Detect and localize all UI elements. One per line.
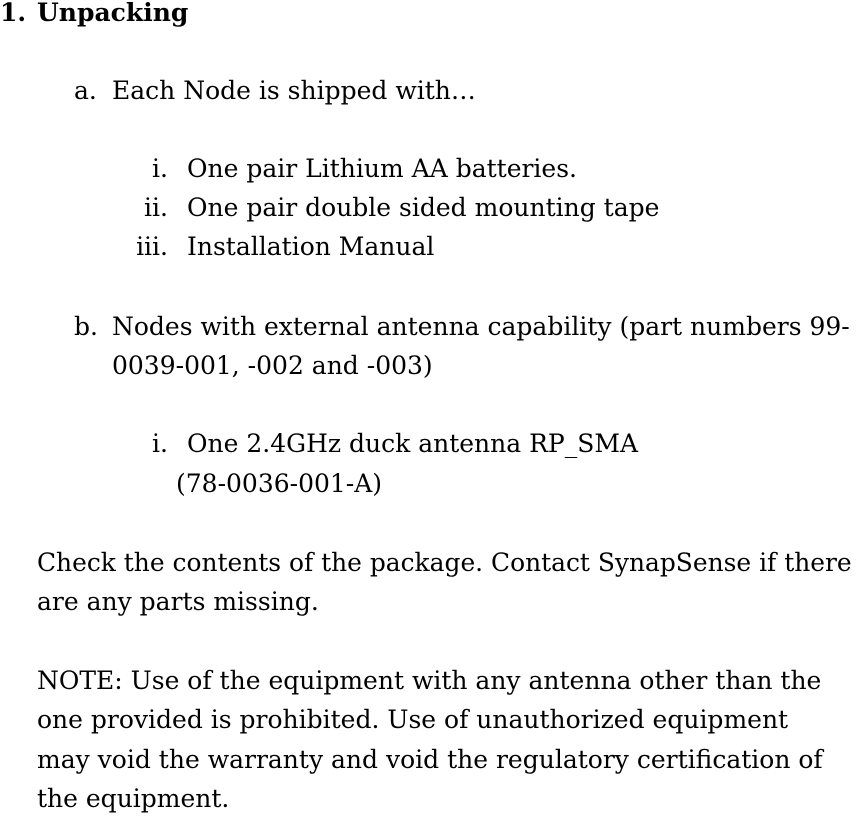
item-b-text-line2: 0039-001, -002 and -003) xyxy=(112,351,433,380)
item-a-sub-ii-marker: ii. xyxy=(144,193,168,222)
section-title: Unpacking xyxy=(37,0,189,27)
item-a-text: Each Node is shipped with… xyxy=(112,76,476,105)
note-paragraph-line1: NOTE: Use of the equipment with any antenna other than the xyxy=(37,666,822,695)
item-a-sub-ii-text: One pair double sided mounting tape xyxy=(187,193,660,222)
item-a-sub-iii-text: Installation Manual xyxy=(187,232,435,261)
item-b-sub-i-part-number: (78-0036-001-A) xyxy=(176,469,383,498)
item-a-sub-iii-marker: iii. xyxy=(136,232,168,261)
note-paragraph-line4: the equipment. xyxy=(37,784,230,813)
check-paragraph-line2: are any parts missing. xyxy=(37,587,319,616)
item-b-text-line1: Nodes with external antenna capability (part numbers 99- xyxy=(112,312,850,341)
section-number: 1. xyxy=(0,0,27,27)
item-b-marker: b. xyxy=(74,312,98,341)
note-paragraph-line3: may void the warranty and void the regulatory certification of xyxy=(37,745,823,774)
note-paragraph-line2: one provided is prohibited. Use of unauthorized equipment xyxy=(37,705,789,734)
item-a-marker: a. xyxy=(74,76,97,105)
item-a-sub-i-marker: i. xyxy=(152,154,168,183)
item-a-sub-i-text: One pair Lithium AA batteries. xyxy=(187,154,578,183)
check-paragraph-line1: Check the contents of the package. Contact SynapSense if there xyxy=(37,548,852,577)
item-b-sub-i-marker: i. xyxy=(152,429,168,458)
item-b-sub-i-text: One 2.4GHz duck antenna RP_SMA xyxy=(187,429,639,458)
